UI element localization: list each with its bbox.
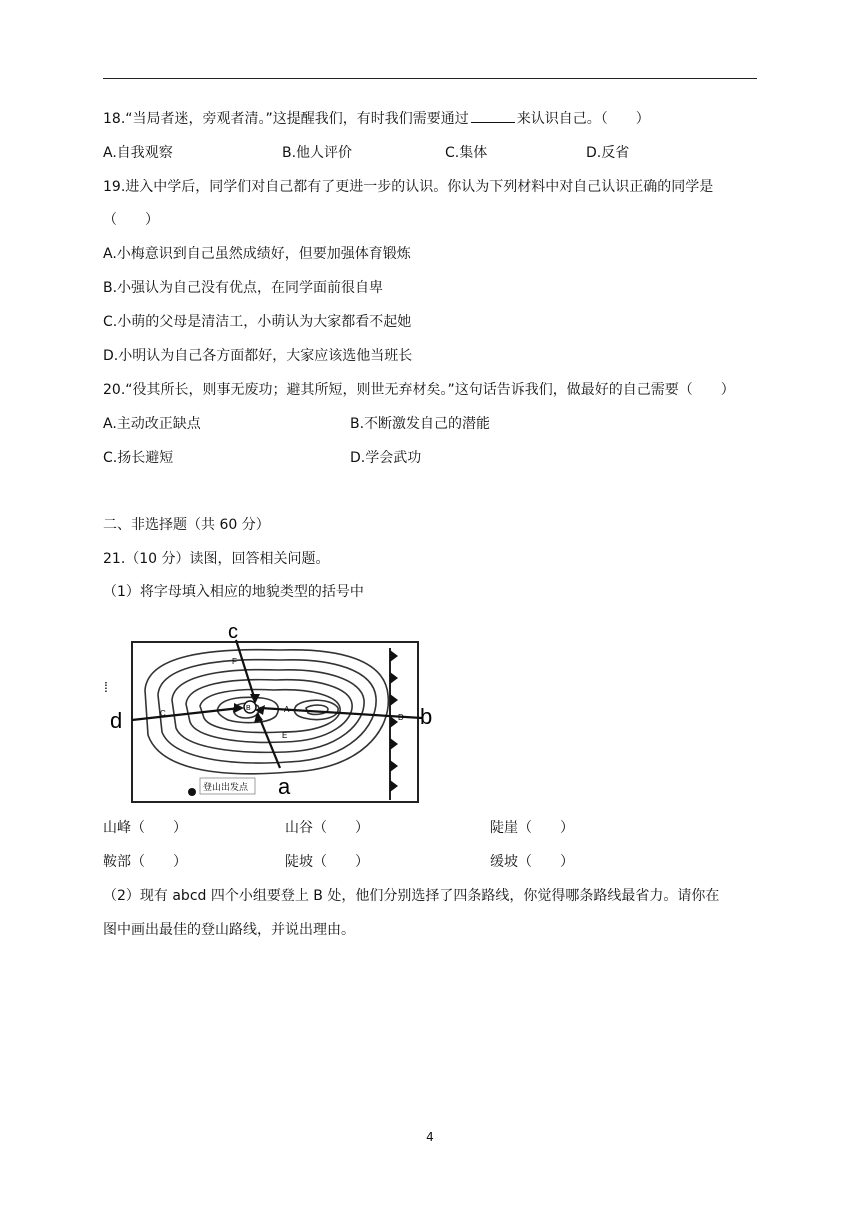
point-label-a: A bbox=[284, 705, 290, 714]
point-label-c: C bbox=[160, 709, 166, 718]
header-rule bbox=[103, 78, 757, 79]
fill-cliff: 陡崖（ ） bbox=[490, 820, 574, 836]
start-point-label: 登山出发点 bbox=[203, 783, 249, 793]
q21-part2-line2: 图中画出最佳的登山路线，并说出理由。 bbox=[103, 922, 355, 938]
q19-option-a: A.小梅意识到自己虽然成绩好，但要加强体育锻炼 bbox=[103, 246, 411, 262]
q18-stem bbox=[103, 108, 650, 129]
q19-option-c: C.小萌的父母是清洁工，小萌认为大家都看不起她 bbox=[103, 314, 412, 330]
route-label-b: b bbox=[420, 704, 433, 729]
start-point-icon bbox=[188, 788, 196, 796]
cliff-markers bbox=[390, 650, 398, 792]
point-label-b: B bbox=[246, 705, 251, 712]
route-label-d: d bbox=[110, 708, 123, 733]
q18-stem-pre: 18.“当局者迷，旁观者清。”这提醒我们，有时我们需要通过 bbox=[103, 111, 469, 127]
q20-stem: 20.“役其所长，则事无废功；避其所短，则世无弃材矣。”这句话告诉我们，做最好的自己需要（ ） bbox=[103, 382, 735, 398]
q20-option-c: C.扬长避短 bbox=[103, 450, 174, 466]
fill-valley: 山谷（ ） bbox=[285, 820, 369, 836]
q20-option-b: B.不断激发自己的潜能 bbox=[350, 416, 491, 432]
q19-paren: （ ） bbox=[103, 212, 159, 228]
q18-stem-post: 来认识自己。（ ） bbox=[516, 111, 650, 127]
fill-peak: 山峰（ ） bbox=[103, 820, 187, 836]
q19-stem: 19.进入中学后，同学们对自己都有了更进一步的认识。你认为下列材料中对自己认识正确的同学是 bbox=[103, 179, 714, 195]
point-label-e: E bbox=[282, 731, 288, 740]
q21-part1: （1）将字母填入相应的地貌类型的括号中 bbox=[103, 584, 364, 600]
q18-option-d: D.反省 bbox=[586, 145, 630, 161]
q21-part2-line1: （2）现有 abcd 四个小组要登上 B 处，他们分别选择了四条路线，你觉得哪条路线最省力。请你在 bbox=[103, 888, 720, 904]
fill-steep-slope: 陡坡（ ） bbox=[285, 854, 369, 870]
q18-option-c: C.集体 bbox=[445, 145, 488, 161]
q18-option-b: B.他人评价 bbox=[282, 145, 353, 161]
contour-lines bbox=[145, 650, 388, 774]
q18-option-a: A.自我观察 bbox=[103, 145, 173, 161]
contour-map bbox=[100, 620, 440, 805]
fill-saddle: 鞍部（ ） bbox=[103, 854, 187, 870]
point-label-d: D bbox=[398, 713, 404, 722]
scale-mark-icon: ⁞ bbox=[104, 679, 108, 695]
section-title: 二、非选择题（共 60 分） bbox=[103, 517, 270, 533]
q21-stem: 21.（10 分）读图，回答相关问题。 bbox=[103, 551, 330, 567]
q18-blank bbox=[471, 108, 515, 123]
q20-option-d: D.学会武功 bbox=[350, 450, 422, 466]
page-number: 4 bbox=[426, 1130, 434, 1144]
point-label-f: F bbox=[232, 657, 237, 666]
fill-gentle-slope: 缓坡（ ） bbox=[490, 854, 574, 870]
route-label-c: c bbox=[228, 621, 238, 643]
route-label-a: a bbox=[278, 774, 291, 799]
q19-option-d: D.小明认为自己各方面都好，大家应该选他当班长 bbox=[103, 348, 413, 364]
q19-option-b: B.小强认为自己没有优点，在同学面前很自卑 bbox=[103, 280, 384, 296]
q20-option-a: A.主动改正缺点 bbox=[103, 416, 201, 432]
